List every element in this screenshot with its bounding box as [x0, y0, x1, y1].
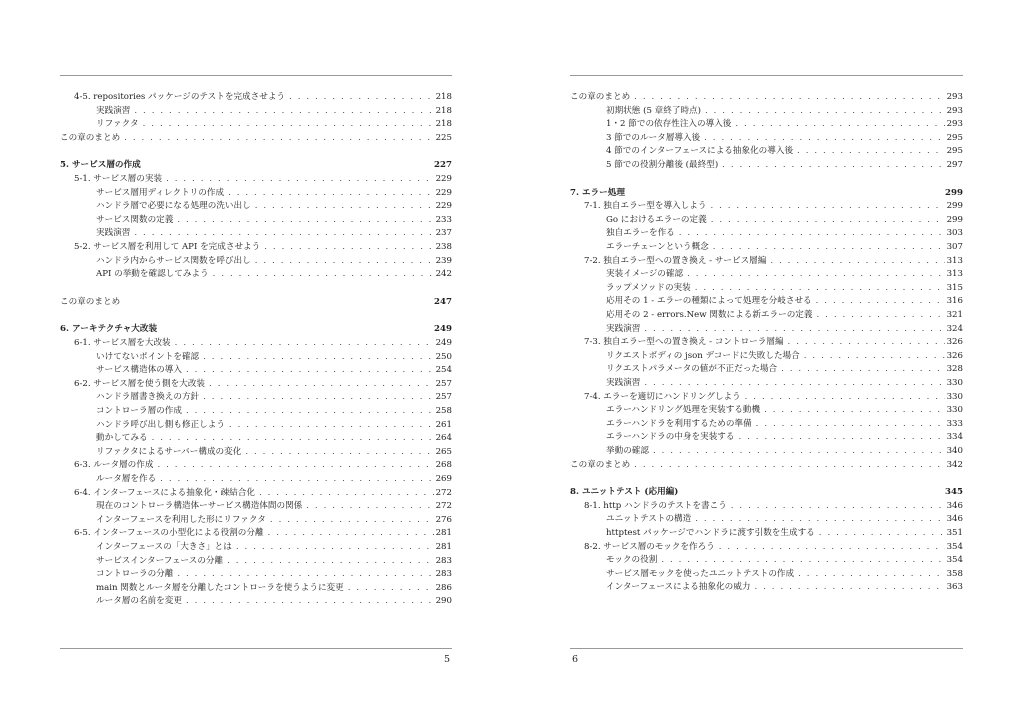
dot-leader	[162, 174, 434, 185]
toc-entry	[606, 215, 963, 226]
toc-entry-title: ラップメソッドの実装	[606, 282, 691, 293]
toc-entry	[96, 569, 452, 580]
toc-entry-page: 321	[946, 310, 963, 320]
toc-entry	[74, 92, 452, 103]
toc-entry	[96, 106, 452, 117]
toc-entry-page: 297	[946, 160, 963, 170]
toc-entry-page: 330	[946, 378, 963, 388]
toc-entry-page: 272	[435, 487, 452, 498]
dot-leader	[640, 378, 945, 389]
toc-entry	[570, 188, 963, 199]
toc-entry-title: ハンドラ層で必要になる処理の洗い出し	[96, 201, 251, 212]
page-number: 5	[444, 654, 451, 665]
dot-leader	[209, 269, 434, 280]
toc-entry-title: 実践演習	[606, 323, 641, 334]
toc-entry-page: 250	[435, 351, 452, 362]
toc-entry	[96, 188, 452, 199]
toc-entry	[606, 160, 963, 171]
toc-entry-title: 7-4. エラーを適切にハンドリングしよう	[584, 391, 741, 402]
toc-entry-title: インターフェースを利用した形にリファクタ	[96, 514, 266, 525]
toc-entry-page: 249	[434, 324, 452, 335]
toc-entry	[96, 420, 452, 431]
toc-entry	[570, 92, 963, 103]
toc-entry-title: ルータ層を作る	[96, 474, 157, 484]
toc-entry	[606, 555, 963, 566]
toc-entry-title: インターフェースの「大きさ」とは	[96, 542, 232, 552]
toc-entry-page: 316	[946, 296, 963, 307]
toc-entry-title: 実践演習	[96, 228, 131, 239]
toc-entry-title: エラーハンドラの中身を実装する	[606, 432, 735, 443]
dot-leader	[766, 256, 945, 267]
right-page	[512, 0, 1024, 725]
toc-entry-title: ハンドラ層書き換えの方針	[96, 392, 200, 403]
toc-entry	[606, 446, 963, 457]
toc-entry-page: 281	[435, 542, 452, 552]
toc-entry	[584, 501, 963, 512]
toc-entry-page: 307	[946, 242, 963, 252]
toc-entry-title: モックの役割	[606, 555, 658, 566]
toc-entry	[606, 432, 963, 443]
toc-entry-title: 3 節でのルータ層導入後	[606, 132, 701, 143]
toc-entry-title: 5. サービス層の作成	[60, 160, 141, 171]
toc-entry	[606, 146, 963, 157]
dot-leader	[173, 215, 434, 226]
toc-entry-page: 218	[435, 92, 452, 102]
dot-leader	[734, 432, 945, 443]
toc-entry	[570, 487, 963, 498]
toc-entry-title: リファクタ	[96, 119, 139, 130]
toc-entry	[606, 283, 963, 294]
toc-entry	[60, 133, 452, 144]
toc-entry-title: 5-1. サービス層の実装	[74, 174, 163, 184]
toc-entry	[74, 379, 452, 390]
toc-entry	[96, 596, 452, 607]
dot-leader	[130, 106, 434, 117]
toc-entry	[606, 405, 963, 416]
dot-leader	[752, 419, 945, 430]
dot-leader	[225, 420, 434, 431]
toc-entry	[96, 501, 452, 512]
toc-entry	[96, 392, 452, 403]
toc-entry	[60, 297, 452, 308]
dot-leader	[266, 515, 434, 526]
toc-entry	[96, 542, 452, 553]
toc-entry	[96, 406, 452, 417]
dot-leader	[793, 146, 945, 157]
dot-leader	[630, 460, 945, 471]
toc-entry-page: 257	[435, 392, 452, 403]
toc-entry	[606, 569, 963, 580]
toc-entry	[606, 296, 963, 307]
toc-entry	[606, 228, 963, 239]
toc-entry-page: 303	[946, 228, 963, 239]
toc-entry-title: リクエストボディの json デコードに失敗した場合	[606, 350, 800, 361]
toc-entry	[606, 528, 963, 539]
toc-entry-title: 5-2. サービス層を利用して API を完成させよう	[74, 242, 261, 252]
dot-leader	[156, 474, 434, 485]
toc-entry-title: 初期状態 (5 章終了時点)	[606, 105, 701, 116]
toc-entry-page: 247	[434, 296, 452, 307]
dot-leader	[251, 256, 434, 267]
toc-entry	[96, 556, 452, 567]
dot-leader	[264, 528, 434, 539]
toc-entry-page: 293	[946, 119, 963, 130]
toc-entry-title: サービス層用ディレクトリの作成	[96, 187, 225, 198]
toc-entry-title: ユニットテストの構造	[606, 514, 692, 525]
toc-entry-page: 218	[435, 119, 452, 130]
toc-entry	[96, 215, 452, 226]
toc-entry	[584, 542, 963, 553]
dot-leader	[777, 364, 945, 375]
toc-entry	[584, 337, 963, 348]
toc-entry	[60, 324, 452, 335]
toc-entry-title: 4 節でのインターフェースによる抽象化の導入後	[606, 146, 794, 157]
toc-entry-title: 実践演習	[96, 105, 131, 116]
toc-entry-page: 330	[946, 391, 963, 402]
dot-leader	[630, 92, 945, 103]
toc-entry-title: サービスインターフェースの分離	[96, 555, 224, 566]
toc-entry-title: 7-2. 独自エラー型への置き換え - サービス層編	[584, 255, 767, 266]
toc-entry-title: 8-1. http ハンドラのテストを書こう	[584, 500, 727, 511]
toc-entry-page: 281	[435, 528, 452, 539]
dot-leader	[675, 228, 945, 239]
toc-entry-page: 358	[946, 568, 963, 579]
dot-leader	[649, 446, 945, 457]
toc-entry-title: 6-3. ルータ層の作成	[74, 460, 154, 471]
toc-entry	[74, 338, 452, 349]
toc-entry-page: 351	[946, 528, 963, 538]
toc-entry-title: この章のまとめ	[60, 296, 121, 307]
toc-entry-title: 現在のコントローラ構造体ーサービス構造体間の関係	[96, 501, 303, 512]
dot-leader	[683, 269, 945, 280]
toc-entry-page: 326	[946, 337, 963, 348]
toc-entry-title: エラーハンドリング処理を実装する動機	[606, 405, 761, 416]
toc-entry	[606, 582, 963, 593]
toc-entry-title: 6-2. サービス層を使う側を大改装	[74, 378, 206, 389]
dot-leader	[784, 337, 945, 348]
bottom-rule	[570, 648, 963, 649]
toc-entry-page: 315	[946, 282, 963, 293]
dot-leader	[706, 201, 945, 212]
dot-leader	[153, 460, 434, 471]
bottom-rule	[60, 648, 452, 649]
toc-entry-page: 237	[435, 228, 452, 239]
toc-entry	[96, 365, 452, 376]
dot-leader	[182, 365, 434, 376]
toc-entry	[606, 324, 963, 335]
toc-entry-page: 342	[946, 459, 963, 470]
toc-entry	[606, 364, 963, 375]
toc-entry-page: 233	[435, 214, 452, 225]
toc-entry	[96, 474, 452, 485]
toc-entry	[606, 310, 963, 321]
toc-entry	[96, 447, 452, 458]
toc-entry-title: 6-4. インターフェースによる抽象化・疎結合化	[74, 487, 255, 498]
toc-entry-page: 340	[946, 446, 963, 456]
toc-entry-title: この章のまとめ	[570, 92, 631, 102]
dot-leader	[148, 433, 434, 444]
toc-entry	[606, 378, 963, 389]
dot-leader	[130, 228, 434, 239]
dot-leader	[815, 528, 945, 539]
toc-entry-title: エラーチェーンという概念	[606, 242, 709, 252]
dot-leader	[232, 542, 434, 553]
toc-entry-title: 応用その 2 - errors.New 関数による新エラーの定義	[606, 310, 813, 320]
dot-leader	[182, 596, 434, 607]
toc-entry	[74, 528, 452, 539]
toc-entry-title: 応用その 1 - エラーの種類によって処理を分岐させる	[606, 296, 812, 307]
toc-entry	[74, 242, 452, 253]
toc-entry-title: API の挙動を確認してみよう	[96, 269, 209, 280]
toc-entry-title: この章のまとめ	[570, 459, 631, 470]
dot-leader	[691, 514, 945, 525]
dot-leader	[760, 405, 945, 416]
toc-entry-title: サービス構造体の導入	[96, 365, 182, 376]
toc-entry-title: サービス関数の定義	[96, 214, 174, 225]
toc-entry-page: 276	[435, 514, 452, 525]
toc-entry-title: 7-3. 独自エラー型への置き換え - コントローラ層編	[584, 337, 784, 348]
toc-entry-page: 334	[946, 432, 963, 443]
toc-entry-page: 272	[435, 501, 452, 512]
toc-entry-title: 7-1. 独自エラー型を導入しよう	[584, 201, 707, 212]
toc-entry	[606, 351, 963, 362]
toc-entry-title: main 関数とルータ層を分離したコントローラを使うように変更	[96, 582, 344, 593]
toc-entry-page: 354	[946, 555, 963, 566]
dot-leader	[800, 351, 945, 362]
toc-entry-page: 293	[946, 105, 963, 116]
toc-entry	[96, 352, 452, 363]
dot-leader	[640, 324, 945, 335]
dot-leader	[139, 119, 434, 130]
top-rule	[60, 75, 452, 76]
toc-entry-page: 330	[946, 405, 963, 416]
dot-leader	[182, 406, 434, 417]
dot-leader	[260, 242, 434, 253]
toc-entry-page: 264	[435, 433, 452, 444]
toc-entry-title: 挙動の確認	[606, 446, 649, 456]
toc-entry-page: 283	[435, 555, 452, 566]
toc-entry-title: 4-5. repositories パッケージのテストを完成させよう	[74, 92, 286, 102]
toc-entry-page: 293	[946, 92, 963, 102]
toc-entry-page: 345	[945, 487, 963, 498]
toc-entry	[96, 119, 452, 130]
dot-leader	[285, 92, 434, 103]
toc-entry-title: Go におけるエラーの定義	[606, 214, 707, 225]
toc-entry-page: 229	[435, 187, 452, 198]
toc-entry-page: 229	[435, 201, 452, 212]
toc-entry	[606, 133, 963, 144]
toc-entry	[570, 460, 963, 471]
toc-entry	[606, 514, 963, 525]
toc-entry-page: 286	[435, 582, 452, 593]
dot-leader	[707, 215, 945, 226]
toc-entry-title: サービス層モックを使ったユニットテストの作成	[606, 568, 795, 579]
toc-entry-page: 313	[946, 255, 963, 266]
toc-entry	[606, 269, 963, 280]
toc-entry	[96, 433, 452, 444]
toc-entry-page: 313	[946, 269, 963, 280]
dot-leader	[241, 447, 434, 458]
toc-entry-page: 227	[434, 160, 452, 171]
dot-leader	[727, 501, 945, 512]
toc-entry-title: この章のまとめ	[60, 132, 121, 143]
toc-entry-page: 249	[435, 338, 452, 348]
dot-leader	[715, 542, 945, 553]
toc-entry	[606, 419, 963, 430]
toc-entry-title: リファクタによるサーバー構成の変化	[96, 446, 242, 457]
toc-entry-page: 265	[435, 446, 452, 457]
toc-entry-title: 実践演習	[606, 378, 641, 388]
toc-entry-page: 295	[946, 132, 963, 143]
toc-entry	[74, 488, 452, 499]
toc-entry	[584, 201, 963, 212]
toc-entry-page: 268	[435, 460, 452, 471]
toc-entry-page: 346	[946, 500, 963, 511]
toc-entry-title: 独自エラーを作る	[606, 228, 675, 239]
toc-entry-page: 258	[435, 406, 452, 416]
toc-entry	[96, 583, 452, 594]
toc-entry-page: 299	[945, 187, 963, 198]
toc-entry-page: 295	[946, 146, 963, 157]
dot-leader	[709, 242, 945, 253]
toc-entry-title: ルータ層の名前を変更	[96, 596, 182, 607]
toc-entry	[74, 174, 452, 185]
toc-entry	[96, 515, 452, 526]
dot-leader	[120, 133, 434, 144]
toc-entry	[74, 460, 452, 471]
dot-leader	[255, 488, 434, 499]
toc-entry-page: 218	[435, 105, 452, 116]
toc-entry-page: 363	[946, 582, 963, 593]
toc-entry	[96, 228, 452, 239]
toc-entry-page: 238	[435, 242, 452, 252]
toc-entry-title: ハンドラ内からサービス関数を呼び出し	[96, 255, 251, 266]
dot-leader	[205, 379, 434, 390]
toc-entry-title: いけてないポイントを確認	[96, 351, 200, 362]
dot-leader	[750, 582, 945, 593]
toc-entry-page: 239	[435, 255, 452, 266]
toc-entry-title: 1・2 節での依存性注入の導入後	[606, 119, 732, 130]
dot-leader	[794, 569, 945, 580]
toc-entry-page: 283	[435, 569, 452, 580]
dot-leader	[251, 201, 434, 212]
toc-entry-page: 326	[946, 350, 963, 361]
toc-entry-title: コントローラの分離	[96, 569, 174, 580]
toc-entry-page: 346	[946, 514, 963, 525]
dot-leader	[173, 569, 434, 580]
toc-entry-page: 299	[946, 214, 963, 225]
toc-entry-title: 8-2. サービス層のモックを作ろう	[584, 541, 715, 552]
toc-entry-title: 6-1. サービス層を大改装	[74, 338, 171, 348]
toc-entry-page: 257	[435, 378, 452, 389]
toc-entry-page: 354	[946, 541, 963, 552]
toc-entry-page: 333	[946, 418, 963, 429]
top-rule	[570, 75, 963, 76]
dot-leader	[224, 188, 434, 199]
dot-leader	[813, 310, 946, 321]
toc-entry-title: 実装イメージの確認	[606, 269, 684, 280]
dot-leader	[731, 119, 945, 130]
toc-entry-title: インターフェースによる抽象化の威力	[606, 582, 751, 593]
toc-entry	[96, 269, 452, 280]
toc-entry-title: httptest パッケージでハンドラに渡す引数を生成する	[606, 528, 815, 538]
toc-entry-title: コントローラ層の作成	[96, 406, 182, 416]
toc-entry-page: 324	[946, 323, 963, 334]
toc-entry-title: リクエストパラメータの値が不正だった場合	[606, 364, 778, 375]
page-number: 6	[572, 654, 579, 665]
dot-leader	[812, 296, 945, 307]
toc-entry-title: 7. エラー処理	[570, 187, 625, 198]
toc-entry	[606, 106, 963, 117]
toc-entry-title: 6. アーキテクチャ大改装	[60, 324, 158, 335]
dot-leader	[691, 283, 945, 294]
dot-leader	[223, 556, 434, 567]
toc-entry-page: 261	[435, 419, 452, 430]
toc-entry-page: 242	[435, 269, 452, 280]
dot-leader	[741, 392, 945, 403]
dot-leader	[344, 583, 434, 594]
toc-entry-page: 225	[435, 132, 452, 143]
toc-entry	[584, 392, 963, 403]
toc-entry-page: 254	[435, 365, 452, 376]
toc-entry-page: 269	[435, 474, 452, 484]
dot-leader	[199, 392, 434, 403]
dot-leader	[171, 338, 434, 349]
dot-leader	[701, 106, 945, 117]
toc-entry-title: 5 節での役割分離後 (最終型)	[606, 160, 719, 170]
toc-entry-page: 299	[946, 201, 963, 212]
toc-entry-title: 動かしてみる	[96, 433, 148, 444]
toc-entry-title: エラーハンドラを利用するための準備	[606, 418, 752, 429]
toc-entry	[606, 119, 963, 130]
toc-entry-page: 229	[435, 174, 452, 184]
toc-entry	[606, 242, 963, 253]
dot-leader	[657, 555, 945, 566]
dot-leader	[718, 160, 945, 171]
toc-entry-title: ハンドラ呼び出し側も修正しよう	[96, 419, 225, 430]
toc-entry	[60, 160, 452, 171]
dot-leader	[700, 133, 945, 144]
toc-entry-page: 290	[435, 596, 452, 607]
dot-leader	[199, 352, 434, 363]
toc-entry-title: 6-5. インターフェースの小型化による役割の分離	[74, 528, 264, 539]
toc-entry	[584, 256, 963, 267]
toc-entry	[96, 201, 452, 212]
dot-leader	[302, 501, 434, 512]
toc-entry	[96, 256, 452, 267]
toc-entry-title: 8. ユニットテスト (応用編)	[570, 487, 679, 498]
toc-entry-page: 328	[946, 364, 963, 375]
